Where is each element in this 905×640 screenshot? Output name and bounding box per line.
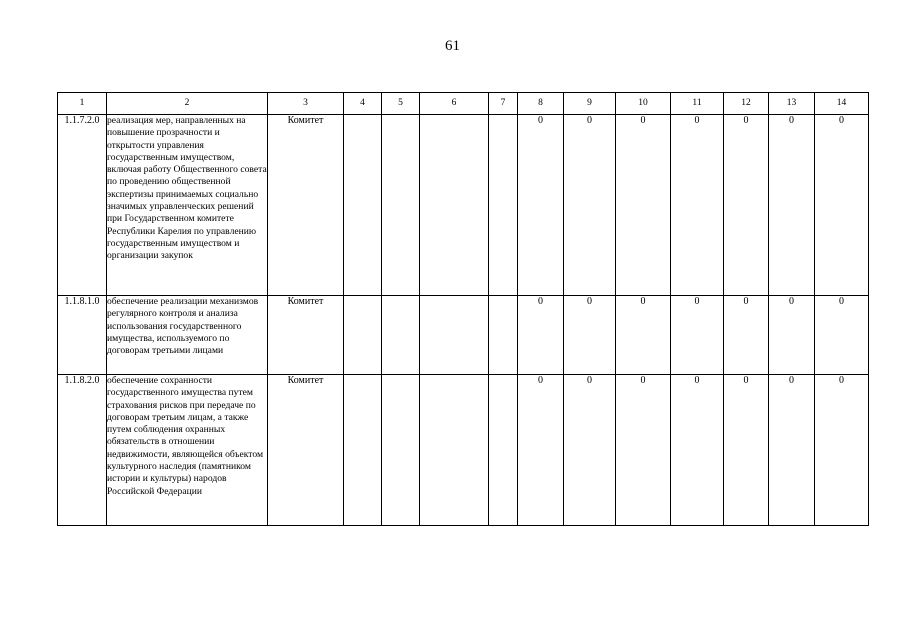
cell-col-7 — [489, 375, 518, 526]
cell-col-11: 0 — [671, 375, 724, 526]
cell-col-6 — [420, 296, 489, 375]
column-header: 12 — [724, 93, 769, 115]
cell-col-8: 0 — [518, 115, 564, 296]
cell-col-7 — [489, 115, 518, 296]
row-executor: Комитет — [268, 115, 344, 296]
row-code: 1.1.8.2.0 — [58, 375, 107, 526]
row-code: 1.1.8.1.0 — [58, 296, 107, 375]
cell-col-7 — [489, 296, 518, 375]
column-header: 8 — [518, 93, 564, 115]
row-description: обеспечение сохранности государственного имущества путем страхования рисков при передаче по договорам третьим лицам, а также путем соблюдения охранных обязательств в отношении недвижимости, являющейся объектом культурного наследия (памятником истории и культуры) народов Российской Федерации — [107, 375, 268, 526]
cell-col-6 — [420, 115, 489, 296]
row-executor: Комитет — [268, 375, 344, 526]
table-row — [58, 375, 869, 526]
cell-col-13: 0 — [769, 115, 815, 296]
cell-col-14: 0 — [815, 375, 869, 526]
cell-col-9: 0 — [564, 115, 616, 296]
column-header: 14 — [815, 93, 869, 115]
cell-col-12: 0 — [724, 296, 769, 375]
cell-col-5 — [382, 375, 420, 526]
cell-col-13: 0 — [769, 375, 815, 526]
table-row — [58, 115, 869, 296]
cell-col-10: 0 — [616, 115, 671, 296]
row-description: реализация мер, направленных на повышение прозрачности и открытости управления государственным имуществом, включая работу Общественного совета по проведению общественной экспертизы принимаемых социально значимых управленческих решений при Государственном комитете Республики Карелия по управлению государственным имуществом и организации закупок — [107, 115, 268, 296]
cell-col-4 — [344, 115, 382, 296]
cell-col-10: 0 — [616, 375, 671, 526]
column-header: 5 — [382, 93, 420, 115]
cell-col-6 — [420, 375, 489, 526]
cell-col-14: 0 — [815, 115, 869, 296]
row-executor: Комитет — [268, 296, 344, 375]
cell-col-12: 0 — [724, 115, 769, 296]
cell-col-5 — [382, 296, 420, 375]
row-description: обеспечение реализации механизмов регулярного контроля и анализа использования государственного имущества, используемого по договорам третьими лицами — [107, 296, 268, 375]
column-header: 10 — [616, 93, 671, 115]
cell-col-4 — [344, 296, 382, 375]
cell-col-9: 0 — [564, 375, 616, 526]
cell-col-5 — [382, 115, 420, 296]
column-header: 11 — [671, 93, 724, 115]
program-table — [57, 92, 869, 526]
column-header: 1 — [58, 93, 107, 115]
cell-col-8: 0 — [518, 296, 564, 375]
column-header: 2 — [107, 93, 268, 115]
cell-col-8: 0 — [518, 375, 564, 526]
cell-col-9: 0 — [564, 296, 616, 375]
cell-col-14: 0 — [815, 296, 869, 375]
cell-col-4 — [344, 375, 382, 526]
column-header: 7 — [489, 93, 518, 115]
column-header: 3 — [268, 93, 344, 115]
column-header: 9 — [564, 93, 616, 115]
column-header: 13 — [769, 93, 815, 115]
cell-col-11: 0 — [671, 296, 724, 375]
column-header: 4 — [344, 93, 382, 115]
table-row — [58, 296, 869, 375]
header-row — [58, 93, 869, 115]
page-number: 61 — [445, 38, 460, 54]
cell-col-13: 0 — [769, 296, 815, 375]
column-header: 6 — [420, 93, 489, 115]
row-code: 1.1.7.2.0 — [58, 115, 107, 296]
cell-col-12: 0 — [724, 375, 769, 526]
cell-col-11: 0 — [671, 115, 724, 296]
cell-col-10: 0 — [616, 296, 671, 375]
